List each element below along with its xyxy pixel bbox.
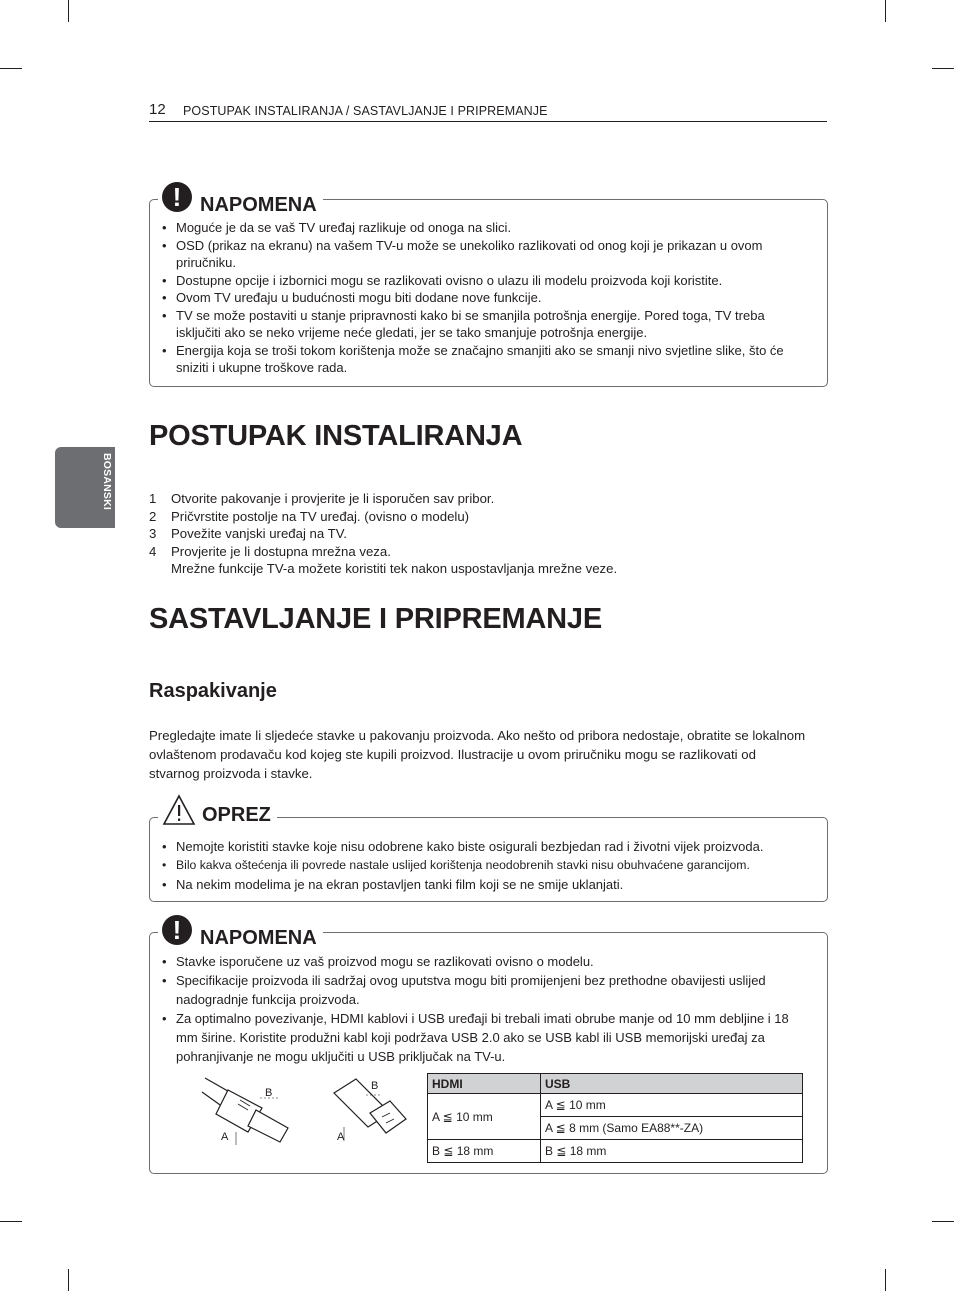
crop-mark (68, 1269, 69, 1291)
table-header-row (428, 1074, 803, 1094)
running-title: POSTUPAK INSTALIRANJA / SASTAVLJANJE I PRIPREMANJE (183, 104, 548, 118)
figure-label-a: A (221, 1131, 229, 1143)
crop-mark (932, 68, 954, 69)
step-number: 3 (149, 526, 157, 541)
step-text: Provjerite je li dostupna mrežna veza. (171, 543, 391, 559)
list-item: • Energija koja se troši tokom korištenja može se značajno smanjiti ako se smanji nivo svjetline slike, što će sniziti i ukupne troškove rada. (161, 342, 801, 377)
header-rule (149, 121, 827, 122)
step-text: Otvorite pakovanje i provjerite je li isporučen sav pribor. (171, 491, 495, 506)
list-item: • Bilo kakva oštećenja ili povrede nastale uslijed korištenja neodobrenih stavki nisu obuhvaćene garancijom. (161, 856, 821, 875)
table-cell: A ≦ 10 mm (428, 1094, 541, 1140)
warning-icon (162, 794, 196, 826)
section-title: POSTUPAK INSTALIRANJA (149, 420, 523, 452)
table-cell: A ≦ 10 mm (541, 1094, 803, 1117)
language-tab (55, 447, 115, 528)
step-item (149, 508, 617, 526)
step-item (149, 543, 617, 561)
step-item (149, 490, 617, 508)
list-item: • Dostupne opcije i izbornici mogu se razlikovati ovisno o ulazu ili modelu proizvoda koji koristite. (161, 272, 801, 290)
note-list (161, 952, 791, 1066)
note-heading (158, 909, 323, 950)
list-item: • Moguće je da se vaš TV uređaj razlikuje od onoga na slici. (161, 219, 801, 237)
step-text: Pričvrstite postolje na TV uređaj. (ovisno o modelu) (171, 508, 470, 524)
figure-label-b: B (371, 1080, 379, 1092)
crop-mark (885, 1269, 886, 1291)
hdmi-plug-illustration (200, 1070, 300, 1145)
section-title: SASTAVLJANJE I PRIPREMANJE (149, 603, 602, 635)
step-text: Povežite vanjski uređaj na TV. (171, 526, 347, 541)
note-title: NAPOMENA (200, 194, 317, 216)
note-list (161, 219, 801, 377)
list-item: • OSD (prikaz na ekranu) na vašem TV-u može se unekoliko razlikovati od onog koji je prikazan u ovom priručniku. (161, 237, 801, 272)
step-number: 4 (149, 543, 157, 559)
connector-size-table (427, 1073, 803, 1163)
column-header-usb: USB (541, 1074, 803, 1094)
crop-mark (885, 0, 886, 22)
step-number: 1 (149, 491, 157, 506)
note-title: NAPOMENA (200, 927, 317, 949)
crop-mark (0, 1221, 22, 1222)
list-item: • Specifikacije proizvoda ili sadržaj ovog uputstva mogu biti promijenjeni bez prethodne obavijesti uslijed nadogradnje funkcija proizvoda. (161, 971, 791, 1009)
table-cell: B ≦ 18 mm (428, 1140, 541, 1163)
page-number: 12 (149, 101, 166, 118)
language-tab-label: BOSANSKI (101, 453, 113, 511)
step-subtext: Mrežne funkcije TV-a možete koristiti tek nakon uspostavljanja mrežne veze. (171, 561, 618, 576)
list-item: • Nemojte koristiti stavke koje nisu odobrene kako biste osigurali bezbjedan rad i životni vijek proizvoda. (161, 837, 821, 856)
step-item (149, 525, 617, 543)
step-number: 2 (149, 508, 157, 524)
steps-list (149, 490, 617, 578)
list-item: • Ovom TV uređaju u budućnosti mogu biti dodane nove funkcije. (161, 289, 801, 307)
caution-list (161, 837, 821, 894)
list-item: • TV se može postaviti u stanje pripravnosti kako bi se smanjila potrošnja energije. Pored toga, TV treba isključiti ako se neko vrijeme neće gledati, jer se tako smanjuje potrošnja energije. (161, 307, 801, 342)
table-row (428, 1094, 803, 1117)
subsection-title: Raspakivanje (149, 680, 277, 702)
list-item: • Za optimalno povezivanje, HDMI kablovi i USB uređaji bi trebali imati obrube manje od 10 mm debljine i 18 mm širine. Koristite produžni kabl koji podržava USB 2.0 ako se USB kabl ili USB memorijski uređaj za pohranjivanje ne mogu uključiti u USB priključak na TV-u. (161, 1009, 791, 1066)
caution-title: OPREZ (202, 804, 271, 826)
exclamation-icon: ! (162, 182, 192, 212)
exclamation-icon: ! (162, 915, 192, 945)
note-heading (158, 176, 323, 217)
column-header-hdmi: HDMI (428, 1074, 541, 1094)
list-item: • Stavke isporučene uz vaš proizvod mogu se razlikovati ovisno o modelu. (161, 952, 791, 971)
intro-paragraph: Pregledajte imate li sljedeće stavke u pakovanju proizvoda. Ako nešto od pribora nedostaje, obratite se lokalnom ovlaštenom prodavaču kod kojeg ste kupili proizvod. Ilustracije u ovom priručniku mogu se razlikovati od stvarnog proizvoda i stavke. (149, 728, 806, 781)
table-cell: B ≦ 18 mm (541, 1140, 803, 1163)
crop-mark (0, 68, 22, 69)
crop-mark (68, 0, 69, 22)
caution-heading (158, 792, 277, 827)
table-row (428, 1140, 803, 1163)
crop-mark (932, 1221, 954, 1222)
figure-label-b: B (265, 1087, 273, 1099)
table-cell: A ≦ 8 mm (Samo EA88**-ZA) (541, 1117, 803, 1140)
list-item: • Na nekim modelima je na ekran postavljen tanki film koji se ne smije uklanjati. (161, 875, 821, 894)
figure-label-a: A (337, 1131, 345, 1143)
